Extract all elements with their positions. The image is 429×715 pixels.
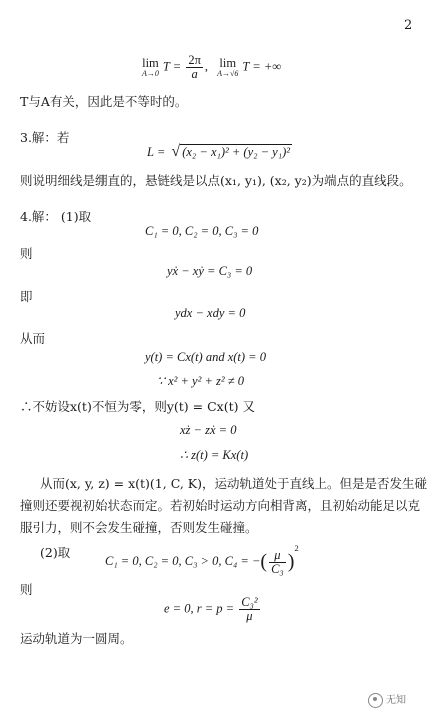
paragraph-line-3: 服引力，则不会发生碰撞，否则发生碰撞。 [20,520,258,535]
word-then-2: 则 [20,582,33,597]
word-ji: 即 [20,289,33,304]
text-T-depends-on-A: T与A有关，因此是不等时的。 [20,94,188,109]
section-3-conclusion: 则说明细线是绷直的，悬链线是以点(x₁, y₁), (x₂, y₂)为端点的直线段。 [20,173,412,188]
word-congr: 从而 [20,331,46,346]
part-2-heading: (2)取 [40,545,71,560]
equation-e-r-p: e = 0, r = p = $\frac{\text{C₃²}}{\mu}$ [164,595,258,623]
section-3-heading: 3.解：若 [20,130,70,145]
limit-1: lim A→0 [142,56,159,78]
watermark: 无知 [368,691,406,708]
section-4-heading: 4.解： (1)取 [20,209,92,224]
equation-ydx: ydx − xdy = 0 [175,306,246,320]
equation-C-zero: C₁ = 0, C₂ = 0, C₃ = 0 [145,224,259,238]
text-circular-orbit: 运动轨道为一圆周。 [20,631,133,646]
equation-z-of-t: ∴ z(t) = Kx(t) [180,448,249,462]
equation-C4: C₁ = 0, C₂ = 0, C₃ > 0, C₄ = −( $\frac{\mu}{\text{C₃}}$ )$^2$ [105,543,299,576]
wechat-icon [368,693,383,708]
fraction-2pi-over-a: $\frac{2\pi}{a}$ [188,53,201,81]
fraction-C3sq-over-mu: $\frac{\text{C₃²}}{\mu}$ [241,595,258,623]
paragraph-line-1: 从而(x, y, z) = x(t)(1, C, K)，运动轨道处于直线上。但是是否发生碰 [40,476,427,491]
equation-y-xdot: yẋ − xẏ = C₃ = 0 [167,264,253,278]
equation-x-zdot: xż − zẋ = 0 [180,423,237,437]
page-number: 2 [404,18,413,33]
limit-2: lim A→√6 [217,56,239,78]
equation-because: ∵ x² + y² + z² ≠ 0 [157,374,245,388]
text-therefore-line: ∴不妨设x(t)不恒为零，则y(t) = Cx(t) 又 [20,399,255,414]
equation-limits: lim A→0 T = $\frac{2\pi}{a}$ , lim A→√6 T = +∞ [142,53,282,81]
paragraph-line-2: 撞则还要视初始状态而定。若初始时运动方向相背离，且初始动能足以克 [20,498,421,513]
fraction-mu-over-C3: $\frac{\mu}{\text{C₃}}$ [271,547,284,576]
word-then-1: 则 [20,246,33,261]
equation-L-length: L = √ (x₂ − x₁)² + (y₂ − y₁)² [147,143,290,160]
equation-y-of-t: y(t) = Cx(t) and x(t) = 0 [145,350,266,364]
